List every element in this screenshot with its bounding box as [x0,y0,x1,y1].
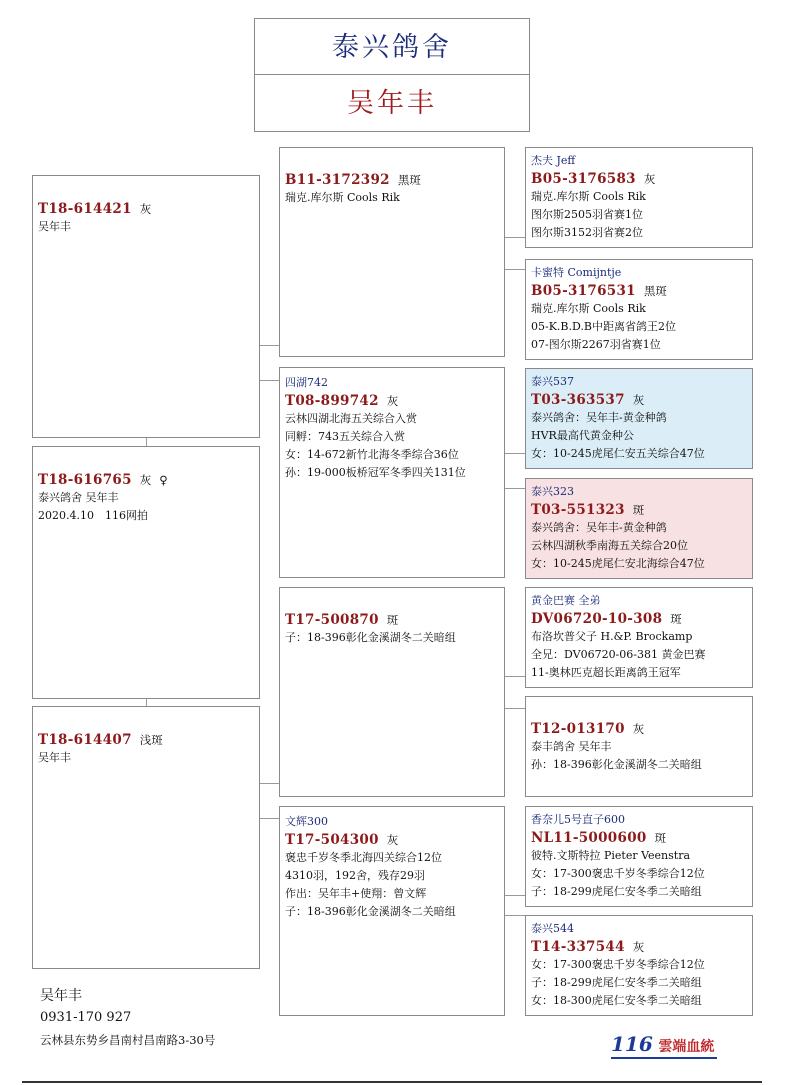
connector-line [260,783,280,784]
info-line: 孙：19-000板桥冠军冬季四关131位 [285,466,466,479]
info-line: 布洛坎普父子 H.&P. Brockamp [531,630,693,643]
connector-line [505,453,525,454]
connector-line [146,438,147,446]
info-line: 子：18-299虎尾仁安冬季二关暗组 [531,976,702,989]
pigeon-card-dam-2[interactable] [279,806,505,1016]
color-label: 斑 [654,831,667,845]
color-label: 斑 [670,612,682,626]
pigeon-card-g1b[interactable] [32,446,260,699]
info-line: 泰丰鸽舍 吴年丰 [531,740,612,753]
pigeon-card-sire[interactable] [279,147,505,357]
nickname: 文辉300 [285,815,328,828]
info-line: 孙：18-396彰化金溪湖冬二关暗组 [531,758,702,771]
info-line: 彼特.文斯特拉 Pieter Veenstra [531,849,691,862]
color-label: 斑 [386,613,399,627]
connector-line [260,818,280,819]
color-label: 灰 [632,940,645,954]
connector-line [505,676,525,677]
pigeon-card-sire-dam[interactable] [525,259,753,360]
nickname: 泰兴537 [531,375,574,388]
ring-number: T17-504300 [285,832,379,848]
pigeon-card-sire-2[interactable] [279,587,505,797]
connector-line [146,699,147,706]
ring-number: T18-616765 [38,472,132,488]
bottom-rule [22,1081,762,1083]
ring-number: NL11-5000600 [531,830,647,846]
info-line: 女：18-300虎尾仁安冬季二关暗组 [531,994,702,1007]
color-label: 浅斑 [139,733,163,747]
info-line: 褒忠千岁冬季北海四关综合12位 [285,851,442,864]
info-line: 子：18-299虎尾仁安冬季二关暗组 [531,885,702,898]
color-label: 灰 [643,172,656,186]
info-line: 图尔斯3152羽省赛2位 [531,226,643,239]
pigeon-card-g1c[interactable] [32,706,260,969]
info-line: 女：17-300褒忠千岁冬季综合12位 [531,867,705,880]
pigeon-card-sire-sire[interactable] [525,147,753,248]
ring-number: DV06720-10-308 [531,611,663,627]
info-line: 瑞克.库尔斯 Cools Rik [285,191,400,204]
loft-name: 泰兴鸽舍 [254,18,530,75]
connector-line [505,915,525,916]
pigeon-card-dam2-dam[interactable] [525,915,753,1016]
info-line: 作出：吴年丰+使翔：曾文辉 [285,887,427,900]
info-line: 女：17-300褒忠千岁冬季综合12位 [531,958,705,971]
connector-line [505,269,525,270]
ring-number: B05-3176583 [531,171,636,187]
owner-name: 吴年丰 [254,74,530,132]
color-label: 灰 [632,722,645,736]
info-line: HVR最高代黄金种公 [531,429,634,442]
logo-underline [611,1057,717,1059]
nickname: 杰夫 Jeff [531,154,576,167]
sex-icon: ♀ [159,473,168,487]
nickname: 香奈儿5号直子600 [531,813,625,826]
info-line: 2020.4.10 116网拍 [38,509,148,522]
info-line: 同孵：743五关综合入赏 [285,430,405,443]
ring-number: T12-013170 [531,721,625,737]
connector-line [505,237,525,238]
ring-number: T18-614407 [38,732,132,748]
info-line: 11-奥林匹克超长距离鸽王冠军 [531,666,681,679]
connector-line [260,380,280,381]
ring-number: T03-551323 [531,502,625,518]
info-line: 05-K.B.D.B中距离省鸽王2位 [531,320,677,333]
ring-number: T08-899742 [285,393,379,409]
connector-line [260,345,280,346]
info-line: 子：18-396彰化金溪湖冬二关暗组 [285,905,456,918]
pigeon-card-dam-dam[interactable] [525,478,753,579]
nickname: 四湖742 [285,376,328,389]
color-label: 斑 [632,503,645,517]
nickname: 泰兴323 [531,485,574,498]
info-line: 女：10-245虎尾仁安北海综合47位 [531,557,705,570]
footer-address: 云林县东势乡昌南村昌南路3-30号 [40,1033,216,1047]
color-label: 灰 [386,394,399,408]
footer-phone: 0931-170 927 [40,1010,132,1025]
ring-number: T14-337544 [531,939,625,955]
info-line: 泰兴鸽舍：吴年丰-黄金种鸽 [531,411,667,424]
info-line: 4310羽，192舍，残存29羽 [285,869,425,882]
info-line: 瑞克.库尔斯 Cools Rik [531,190,646,203]
pigeon-card-sire2-dam[interactable] [525,696,753,797]
ring-number: T17-500870 [285,612,379,628]
info-line: 女：10-245虎尾仁安五关综合47位 [531,447,705,460]
info-line: 图尔斯2505羽省赛1位 [531,208,643,221]
ring-number: B11-3172392 [285,172,390,188]
logo-number: 116 [611,1032,653,1056]
info-line: 吴年丰 [38,751,71,764]
connector-line [505,895,525,896]
color-label: 灰 [139,473,152,487]
color-label: 灰 [386,833,399,847]
info-line: 瑞克.库尔斯 Cools Rik [531,302,646,315]
color-label: 灰 [139,202,152,216]
info-line: 吴年丰 [38,220,71,233]
info-line: 云林四湖秋季南海五关综合20位 [531,539,688,552]
brand-logo [611,1032,717,1059]
info-line: 泰兴鸽舍：吴年丰-黄金种鸽 [531,521,667,534]
info-line: 07-图尔斯2267羽省赛1位 [531,338,661,351]
ring-number: T18-614421 [38,201,132,217]
color-label: 灰 [632,393,645,407]
ring-number: B05-3176531 [531,283,636,299]
ring-number: T03-363537 [531,392,625,408]
logo-text: 雲端血統 [658,1039,715,1055]
color-label: 黑斑 [397,173,421,187]
info-line: 女：14-672新竹北海冬季综合36位 [285,448,459,461]
info-line: 泰兴鸽舍 吴年丰 [38,491,119,504]
pigeon-card-g1a[interactable] [32,175,260,438]
pigeon-card-sire2-sire[interactable] [525,587,753,688]
pigeon-card-dam[interactable] [279,367,505,578]
nickname: 黄金巴赛 全弟 [531,594,601,607]
nickname: 泰兴544 [531,922,574,935]
info-line: 全兄：DV06720-06-381 黄金巴赛 [531,648,706,661]
footer-owner-name: 吴年丰 [40,988,82,1004]
pigeon-card-dam2-sire[interactable] [525,806,753,907]
info-line: 子：18-396彰化金溪湖冬二关暗组 [285,631,456,644]
connector-line [505,488,525,489]
connector-line [505,708,525,709]
color-label: 黑斑 [643,284,667,298]
pigeon-card-dam-sire[interactable] [525,368,753,469]
info-line: 云林四湖北海五关综合入赏 [285,412,417,425]
nickname: 卡蜜特 Comijntje [531,266,622,279]
